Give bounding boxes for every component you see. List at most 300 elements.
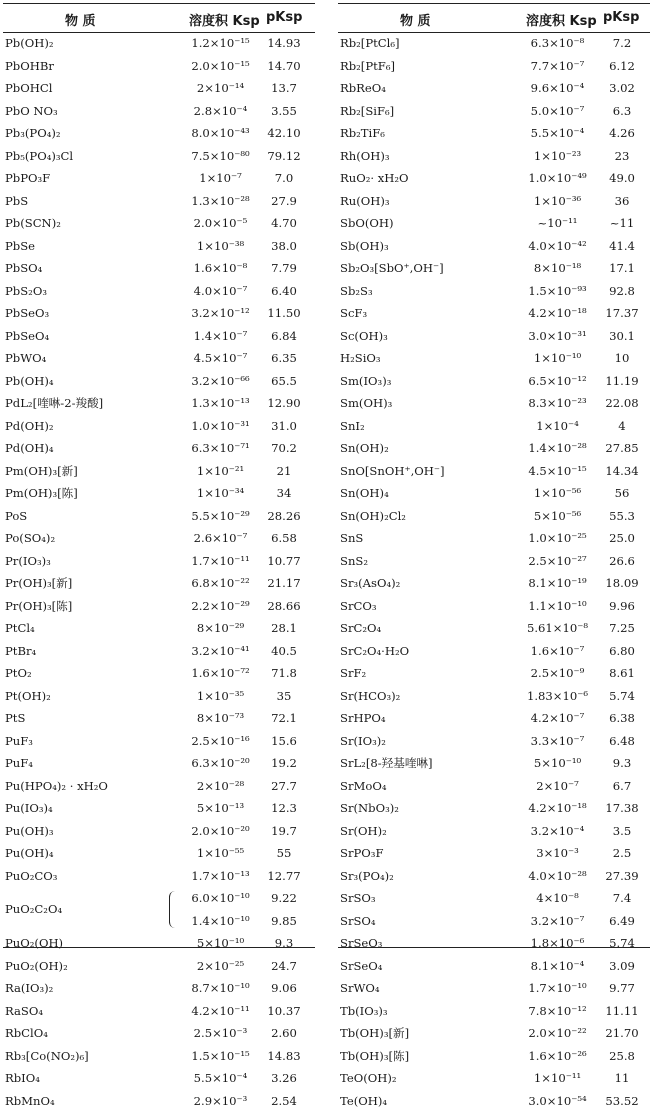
substance-cell: Rb₃[Co(NO₂)₆] [5,1045,89,1068]
pksp-cell: 41.4 [594,235,650,258]
pksp-cell: 18.09 [594,572,650,595]
table-row [3,392,315,415]
ksp-cell: 4.2×10⁻¹¹ [178,1000,263,1023]
substance-cell: PtBr₄ [5,640,36,663]
header-ksp: 溶度积 Ksp [526,10,597,29]
table-row [338,55,650,78]
pksp-cell: 25.0 [594,527,650,550]
substance-cell: Rb₂[SiF₆] [340,100,394,123]
table-row [338,820,650,843]
pksp-cell: 3.55 [256,100,312,123]
pksp-cell: 6.40 [256,280,312,303]
ksp-cell: 1×10⁻³⁵ [178,685,263,708]
ksp-cell: 4×10⁻⁸ [515,887,600,910]
pksp-cell: 4 [594,415,650,438]
table-row [338,100,650,123]
ksp-cell: 7.5×10⁻⁸⁰ [178,145,263,168]
ksp-cell: 4.0×10⁻⁴² [515,235,600,258]
substance-cell: PbSeO₃ [5,302,49,325]
ksp-cell-second: 1.4×10⁻¹⁰ [178,910,263,933]
ksp-cell: 2.8×10⁻⁴ [178,100,263,123]
pksp-cell: 7.2 [594,32,650,55]
ksp-cell: 6.3×10⁻⁷¹ [178,437,263,460]
pksp-cell: 27.85 [594,437,650,460]
substance-cell: PuO₂(OH) [5,932,63,955]
substance-cell: Pu(OH)₃ [5,820,54,843]
ksp-cell: 5×10⁻¹⁰ [178,932,263,955]
ksp-cell: 1×10⁻¹⁰ [515,347,600,370]
substance-cell: Tb(OH)₃[新] [340,1022,409,1045]
ksp-cell: 1.83×10⁻⁶ [515,685,600,708]
pksp-cell: 3.02 [594,77,650,100]
table-row [338,527,650,550]
left-table [3,3,315,1112]
ksp-cell: 3.3×10⁻⁷ [515,730,600,753]
substance-cell: RbIO₄ [5,1067,40,1090]
table-row [338,505,650,528]
pksp-cell: 38.0 [256,235,312,258]
pksp-cell: 28.66 [256,595,312,618]
ksp-cell: 8×10⁻⁷³ [178,707,263,730]
table-row [3,550,315,573]
pksp-cell: 6.12 [594,55,650,78]
pksp-cell: 35 [256,685,312,708]
table-row [338,955,650,978]
pksp-cell: 12.3 [256,797,312,820]
ksp-cell: 1×10⁻¹¹ [515,1067,600,1090]
pksp-cell: 7.4 [594,887,650,910]
ksp-cell: 5×10⁻¹⁰ [515,752,600,775]
table-row [3,167,315,190]
pksp-cell: 6.3 [594,100,650,123]
substance-cell: Rb₂[PtF₆] [340,55,395,78]
table-row [338,325,650,348]
substance-cell: PbSeO₄ [5,325,49,348]
pksp-cell: 14.34 [594,460,650,483]
ksp-cell: 3.2×10⁻¹² [178,302,263,325]
substance-cell: SrCO₃ [340,595,377,618]
table-row [338,595,650,618]
ksp-cell: 3.2×10⁻⁷ [515,910,600,933]
pksp-cell: 56 [594,482,650,505]
substance-cell: PbS₂O₃ [5,280,47,303]
table-row [338,550,650,573]
table-row [3,730,315,753]
table-row [338,707,650,730]
ksp-cell: 1.7×10⁻¹³ [178,865,263,888]
pksp-cell: 9.3 [594,752,650,775]
ksp-cell: 1.1×10⁻¹⁰ [515,595,600,618]
pksp-cell: 55 [256,842,312,865]
substance-cell: SrSeO₃ [340,932,382,955]
substance-cell: Sr(IO₃)₂ [340,730,386,753]
pksp-cell: 42.10 [256,122,312,145]
ksp-cell: 2.5×10⁻³ [178,1022,263,1045]
substance-cell: Sc(OH)₃ [340,325,388,348]
ksp-cell: 1×10⁻⁷ [178,167,263,190]
table-row [3,460,315,483]
pksp-cell: 49.0 [594,167,650,190]
table-row [338,887,650,910]
ksp-cell: 1.2×10⁻¹⁵ [178,32,263,55]
substance-cell: PuF₄ [5,752,33,775]
pksp-cell: 27.9 [256,190,312,213]
ksp-cell: 8×10⁻²⁹ [178,617,263,640]
table-row [338,1045,650,1068]
ksp-cell: 5.61×10⁻⁸ [515,617,600,640]
ksp-cell: 1.7×10⁻¹⁰ [515,977,600,1000]
pksp-cell: 70.2 [256,437,312,460]
ksp-cell: 2.5×10⁻²⁷ [515,550,600,573]
table-row [3,1022,315,1045]
substance-cell: Sn(OH)₂Cl₂ [340,505,406,528]
table-row [338,415,650,438]
ksp-cell: 7.8×10⁻¹² [515,1000,600,1023]
pksp-cell: 28.1 [256,617,312,640]
table-row [3,932,315,955]
pksp-cell: 21.70 [594,1022,650,1045]
ksp-cell: 4.5×10⁻¹⁵ [515,460,600,483]
pksp-cell: 22.08 [594,392,650,415]
substance-cell: Sb(OH)₃ [340,235,389,258]
ksp-cell: 8.3×10⁻²³ [515,392,600,415]
pksp-cell: 14.70 [256,55,312,78]
substance-cell: Rb₂[PtCl₆] [340,32,400,55]
substance-cell: PtS [5,707,25,730]
pksp-cell: 10.77 [256,550,312,573]
pksp-cell: 4.26 [594,122,650,145]
substance-cell: Sr₃(AsO₄)₂ [340,572,400,595]
table-row [338,572,650,595]
table-row [3,145,315,168]
pksp-cell: 9.77 [594,977,650,1000]
pksp-cell: 6.35 [256,347,312,370]
substance-cell: Pu(OH)₄ [5,842,54,865]
table-row [3,437,315,460]
pksp-cell: 53.52 [594,1090,650,1112]
pksp-cell: 79.12 [256,145,312,168]
ksp-cell: 2×10⁻²⁸ [178,775,263,798]
substance-cell: Pt(OH)₂ [5,685,51,708]
ksp-cell: 2.0×10⁻¹⁵ [178,55,263,78]
pksp-cell: 25.8 [594,1045,650,1068]
ksp-cell: 1.7×10⁻¹¹ [178,550,263,573]
ksp-cell: 1.8×10⁻⁶ [515,932,600,955]
substance-cell: PtO₂ [5,662,32,685]
table-row [3,797,315,820]
ksp-cell: 1.0×10⁻⁴⁹ [515,167,600,190]
substance-cell: Sb₂S₃ [340,280,373,303]
pksp-cell: 92.8 [594,280,650,303]
ksp-cell: 2×10⁻²⁵ [178,955,263,978]
table-row [3,235,315,258]
substance-cell: Pu(IO₃)₄ [5,797,53,820]
substance-cell: TeO(OH)₂ [340,1067,397,1090]
substance-cell: PuF₃ [5,730,33,753]
table-row [3,77,315,100]
substance-cell: Pb(OH)₂ [5,32,54,55]
pksp-cell: 31.0 [256,415,312,438]
table-row [3,640,315,663]
substance-cell: SrC₂O₄·H₂O [340,640,409,663]
substance-cell: ScF₃ [340,302,367,325]
substance-cell: Tb(IO₃)₃ [340,1000,388,1023]
table-row [338,392,650,415]
ksp-cell: 1.0×10⁻³¹ [178,415,263,438]
table-row [338,77,650,100]
substance-cell: PbWO₄ [5,347,46,370]
table-row [338,730,650,753]
table-body [3,32,315,1112]
table-row [3,662,315,685]
substance-cell: Tb(OH)₃[陈] [340,1045,409,1068]
table-row [3,325,315,348]
ksp-cell: 1×10⁻²¹ [178,460,263,483]
table-row [3,1090,315,1112]
table-row [3,32,315,55]
header-pksp: pKsp [603,10,639,25]
pksp-cell: 11.19 [594,370,650,393]
substance-cell: RuO₂· xH₂O [340,167,409,190]
pksp-cell: 30.1 [594,325,650,348]
substance-cell: Sb₂O₃[SbO⁺,OH⁻] [340,257,444,280]
substance-cell: PbPO₃F [5,167,50,190]
substance-cell: Sr(HCO₃)₂ [340,685,400,708]
ksp-cell: 2.5×10⁻⁹ [515,662,600,685]
substance-cell: PdL₂[喹啉-2-羧酸] [5,392,103,415]
table-row [338,437,650,460]
ksp-cell: 2.9×10⁻³ [178,1090,263,1112]
bottom-rule [338,947,650,948]
pksp-cell: 7.0 [256,167,312,190]
bottom-rule [3,947,315,948]
substance-cell: Pm(OH)₃[陈] [5,482,78,505]
pksp-cell: 3.26 [256,1067,312,1090]
substance-cell: Pd(OH)₄ [5,437,54,460]
pksp-cell: 24.7 [256,955,312,978]
substance-cell: PbS [5,190,28,213]
pksp-cell: 40.5 [256,640,312,663]
substance-cell: SnS [340,527,363,550]
substance-cell: H₂SiO₃ [340,347,381,370]
substance-cell: Po(SO₄)₂ [5,527,55,550]
pksp-cell: 9.96 [594,595,650,618]
ksp-cell: 3.2×10⁻⁶⁶ [178,370,263,393]
header-ksp: 溶度积 Ksp [189,10,260,29]
ksp-cell: 5.5×10⁻⁴ [178,1067,263,1090]
substance-cell: Sn(OH)₄ [340,482,389,505]
substance-cell: Pb(SCN)₂ [5,212,61,235]
table-row [338,1022,650,1045]
table-body [338,32,650,1112]
ksp-cell: 2×10⁻⁷ [515,775,600,798]
table-row [3,280,315,303]
pksp-cell: 15.6 [256,730,312,753]
substance-cell: SnO[SnOH⁺,OH⁻] [340,460,445,483]
substance-cell: PbSO₄ [5,257,42,280]
right-table [338,3,650,1112]
ksp-cell: 6.0×10⁻¹⁰ [178,887,263,910]
table-row [338,910,650,933]
substance-cell: PbSe [5,235,35,258]
pksp-cell: 21.17 [256,572,312,595]
table-row [338,212,650,235]
table-row [338,122,650,145]
substance-cell: SrPO₃F [340,842,383,865]
ksp-cell: 6.3×10⁻²⁰ [178,752,263,775]
substance-cell: Sn(OH)₂ [340,437,389,460]
header-substance: 物 质 [400,10,431,29]
pksp-cell: 6.80 [594,640,650,663]
ksp-cell: 1×10⁻⁵⁶ [515,482,600,505]
ksp-cell: 1.5×10⁻⁹³ [515,280,600,303]
ksp-cell: 1×10⁻³⁸ [178,235,263,258]
pksp-cell: 23 [594,145,650,168]
pksp-cell: 5.74 [594,685,650,708]
substance-cell: Ru(OH)₃ [340,190,390,213]
table-row [3,977,315,1000]
table-row [3,190,315,213]
pksp-cell: 5.74 [594,932,650,955]
pksp-cell: 12.90 [256,392,312,415]
table-row [338,370,650,393]
ksp-cell: 1.3×10⁻¹³ [178,392,263,415]
pksp-cell: 34 [256,482,312,505]
ksp-cell: 3.2×10⁻⁴¹ [178,640,263,663]
table-row [338,617,650,640]
table-row [3,302,315,325]
table-row [338,460,650,483]
ksp-cell: 6.8×10⁻²² [178,572,263,595]
table-row [338,167,650,190]
substance-cell: SnI₂ [340,415,365,438]
table-row [338,775,650,798]
table-row [3,100,315,123]
ksp-cell: 2.0×10⁻²² [515,1022,600,1045]
table-row [338,752,650,775]
ksp-cell: 3.0×10⁻³¹ [515,325,600,348]
pksp-cell: 8.61 [594,662,650,685]
table-row [338,685,650,708]
substance-cell: PoS [5,505,27,528]
ksp-cell: 1×10⁻³⁴ [178,482,263,505]
table-row [3,347,315,370]
table-row [3,842,315,865]
substance-cell: Pu(HPO₄)₂ · xH₂O [5,775,108,798]
substance-cell: Pr(OH)₃[新] [5,572,72,595]
table-row [338,145,650,168]
ksp-cell: 2.2×10⁻²⁹ [178,595,263,618]
substance-cell: PuO₂(OH)₂ [5,955,68,978]
substance-cell: SrL₂[8-羟基喹啉] [340,752,433,775]
table-row [338,302,650,325]
pksp-cell: 17.38 [594,797,650,820]
ksp-cell: ~10⁻¹¹ [515,212,600,235]
pksp-cell: 17.37 [594,302,650,325]
pksp-cell: 9.22 [256,887,312,910]
ksp-cell: 2.5×10⁻¹⁶ [178,730,263,753]
substance-cell: RaSO₄ [5,1000,43,1023]
ksp-cell: 2×10⁻¹⁴ [178,77,263,100]
table-row [3,887,315,932]
table-row [338,257,650,280]
table-row [3,1067,315,1090]
substance-cell: Pd(OH)₂ [5,415,54,438]
table-row [338,32,650,55]
pksp-cell: 2.5 [594,842,650,865]
table-row [3,1045,315,1068]
pksp-cell: 26.6 [594,550,650,573]
table-row [338,190,650,213]
substance-cell: Rh(OH)₃ [340,145,390,168]
table-row [3,527,315,550]
substance-cell: SrWO₄ [340,977,380,1000]
ksp-cell: 1.6×10⁻⁷² [178,662,263,685]
pksp-cell: 55.3 [594,505,650,528]
ksp-cell: 1×10⁻³⁶ [515,190,600,213]
table-row [338,797,650,820]
ksp-cell: 4.2×10⁻⁷ [515,707,600,730]
ksp-cell: 4.0×10⁻²⁸ [515,865,600,888]
pksp-cell: 3.5 [594,820,650,843]
table-row [3,257,315,280]
pksp-cell: 6.38 [594,707,650,730]
pksp-cell: 2.54 [256,1090,312,1112]
ksp-cell: 1.3×10⁻²⁸ [178,190,263,213]
substance-cell: Pr(OH)₃[陈] [5,595,72,618]
ksp-cell: 3.2×10⁻⁴ [515,820,600,843]
ksp-cell: 1.0×10⁻²⁵ [515,527,600,550]
pksp-cell: 36 [594,190,650,213]
pksp-cell: 72.1 [256,707,312,730]
ksp-cell: 1×10⁻⁵⁵ [178,842,263,865]
ksp-cell: 1.5×10⁻¹⁵ [178,1045,263,1068]
table-row [3,955,315,978]
table-row [3,617,315,640]
substance-cell: PuO₂CO₃ [5,865,57,888]
substance-cell: SrC₂O₄ [340,617,381,640]
substance-cell: Sm(IO₃)₃ [340,370,391,393]
table-row [338,640,650,663]
table-row [3,505,315,528]
table-row [338,932,650,955]
pksp-cell: 11.50 [256,302,312,325]
ksp-cell: 1.6×10⁻⁸ [178,257,263,280]
header-substance: 物 质 [65,10,96,29]
pksp-cell: 6.84 [256,325,312,348]
ksp-cell: 3×10⁻³ [515,842,600,865]
ksp-cell: 2.6×10⁻⁷ [178,527,263,550]
table-row [3,212,315,235]
pksp-cell: 17.1 [594,257,650,280]
ksp-cell: 8.1×10⁻¹⁹ [515,572,600,595]
table-row [3,370,315,393]
substance-cell: RbReO₄ [340,77,386,100]
substance-cell: RbClO₄ [5,1022,48,1045]
substance-cell: SbO(OH) [340,212,394,235]
table-row [338,235,650,258]
ksp-cell: 5.5×10⁻⁴ [515,122,600,145]
ksp-cell: 5×10⁻⁵⁶ [515,505,600,528]
pksp-cell: 3.09 [594,955,650,978]
pksp-cell: 19.2 [256,752,312,775]
table-header [3,3,315,32]
pksp-cell: 14.93 [256,32,312,55]
table-row [338,865,650,888]
substance-cell: Ra(IO₃)₂ [5,977,53,1000]
substance-cell: Sr(NbO₃)₂ [340,797,399,820]
substance-cell: PbOHCl [5,77,52,100]
